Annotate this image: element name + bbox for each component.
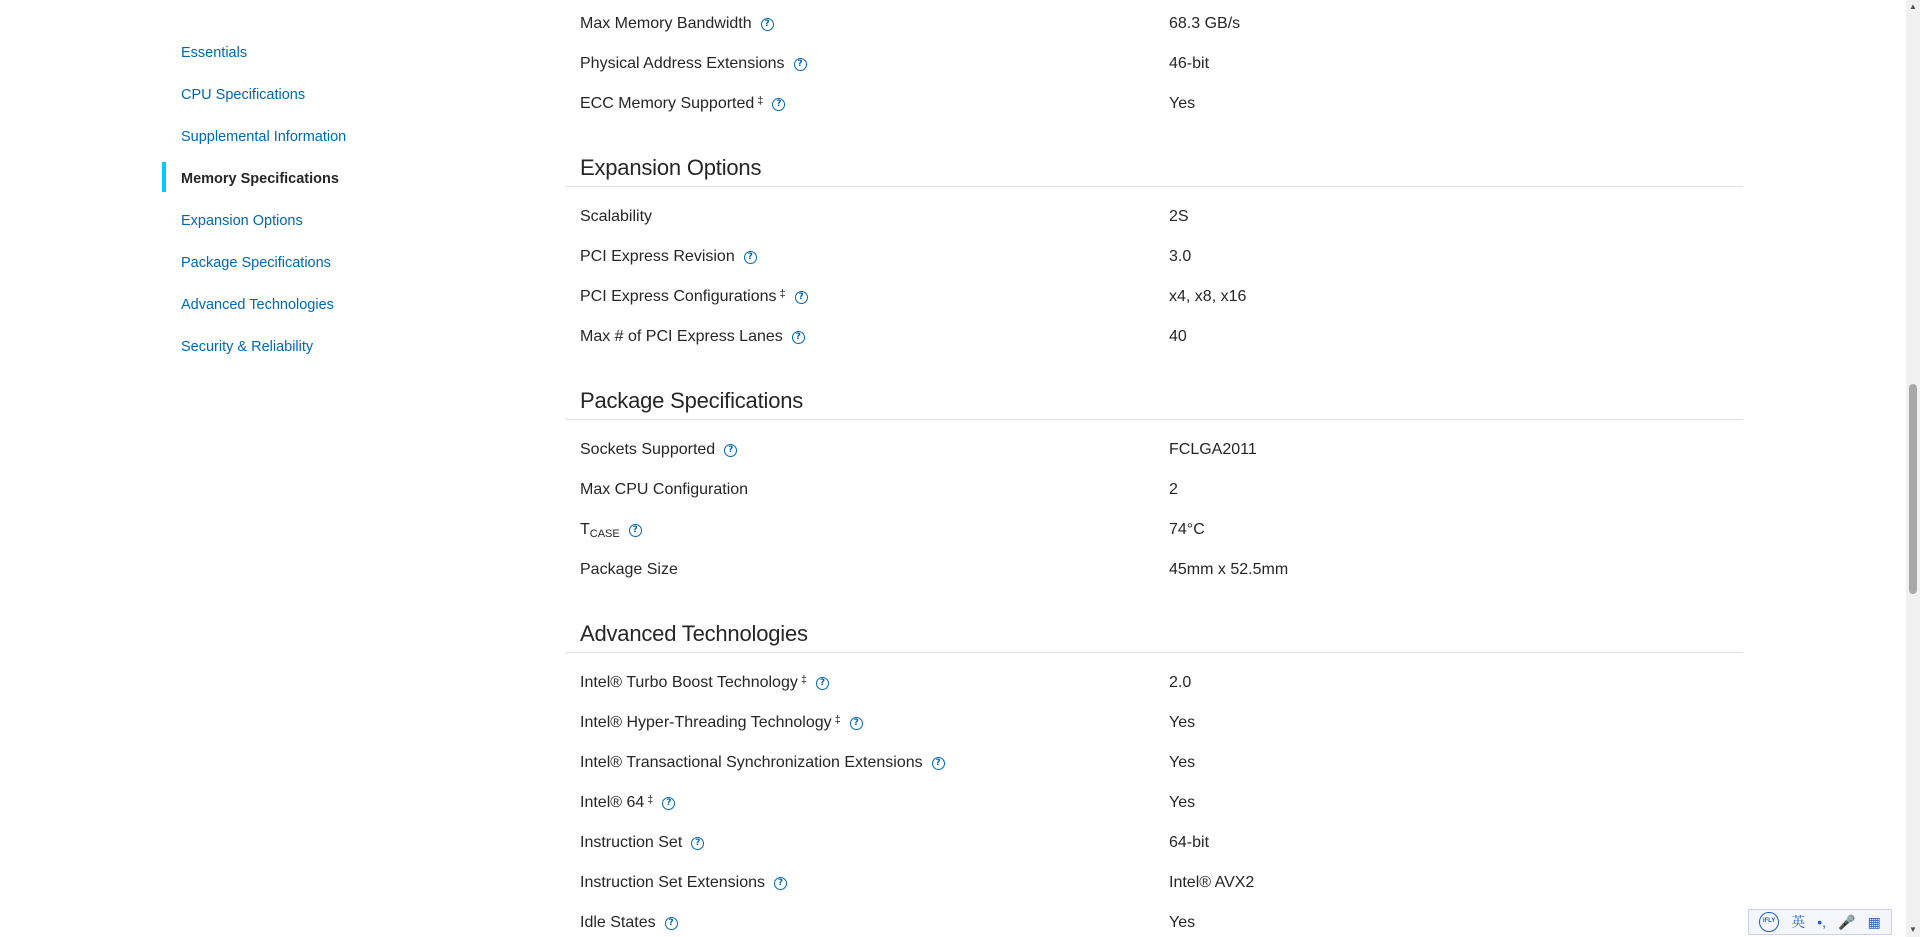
help-icon[interactable]: ? bbox=[795, 291, 808, 304]
ime-logo-icon[interactable]: iFLY bbox=[1759, 912, 1779, 932]
spec-row: PCI Express Configurations ‡ ? x4, x8, x16 bbox=[580, 285, 1740, 309]
ime-language-toggle[interactable]: 英 bbox=[1791, 914, 1806, 930]
spec-value: Yes bbox=[1169, 714, 1196, 731]
spec-value: x4, x8, x16 bbox=[1169, 288, 1247, 305]
section-title-advanced-technologies: Advanced Technologies bbox=[580, 621, 808, 646]
section-divider bbox=[565, 419, 1743, 420]
spec-value: 74°C bbox=[1169, 521, 1205, 538]
sidebar-item-security-reliability[interactable]: Security & Reliability bbox=[181, 339, 314, 355]
spec-value: 45mm x 52.5mm bbox=[1169, 561, 1289, 578]
help-icon[interactable]: ? bbox=[850, 717, 863, 730]
spec-row bbox=[580, 245, 1740, 269]
spec-value: Yes bbox=[1169, 794, 1196, 811]
spec-label: Intel® Hyper-Threading Technology bbox=[580, 714, 832, 731]
help-icon[interactable]: ? bbox=[792, 331, 805, 344]
help-icon[interactable]: ? bbox=[665, 917, 678, 930]
spec-label: Package Size bbox=[580, 561, 678, 578]
vertical-scrollbar[interactable] bbox=[1906, 0, 1920, 937]
spec-row bbox=[580, 478, 1740, 502]
sidebar-item-cpu-specifications[interactable]: CPU Specifications bbox=[181, 87, 306, 103]
help-icon[interactable]: ? bbox=[724, 444, 737, 457]
spec-label: Max # of PCI Express Lanes bbox=[580, 328, 783, 345]
spec-label: ECC Memory Supported bbox=[580, 95, 755, 112]
spec-value: Intel® AVX2 bbox=[1169, 874, 1255, 891]
spec-row: Intel® Turbo Boost Technology ‡ ? 2.0 bbox=[580, 671, 1740, 695]
spec-row bbox=[580, 12, 1740, 36]
spec-value: Yes bbox=[1169, 95, 1196, 112]
help-icon[interactable]: ? bbox=[816, 677, 829, 690]
ime-toolbar bbox=[1748, 909, 1892, 935]
spec-value: Yes bbox=[1169, 754, 1196, 771]
help-icon[interactable]: ? bbox=[629, 524, 642, 537]
spec-label: Instruction Set Extensions bbox=[580, 874, 765, 891]
spec-label: Intel® Turbo Boost Technology bbox=[580, 674, 798, 691]
section-title-package-specifications: Package Specifications bbox=[580, 388, 804, 413]
spec-value: 46-bit bbox=[1169, 55, 1210, 72]
sidebar-item-package-specifications[interactable]: Package Specifications bbox=[181, 255, 331, 271]
spec-row: Intel® Hyper-Threading Technology ‡ ? Yes bbox=[580, 711, 1740, 735]
spec-value: 2.0 bbox=[1169, 674, 1192, 691]
active-indicator bbox=[162, 162, 166, 192]
sidebar-item-supplemental-information[interactable]: Supplemental Information bbox=[181, 129, 347, 145]
sidebar-item-advanced-technologies[interactable]: Advanced Technologies bbox=[181, 297, 334, 313]
spec-value: Yes bbox=[1169, 914, 1196, 931]
scroll-up-arrow-icon[interactable]: ▲ bbox=[1909, 2, 1917, 11]
spec-row bbox=[580, 325, 1740, 349]
spec-row bbox=[580, 831, 1740, 855]
spec-row bbox=[580, 52, 1740, 76]
spec-label: T bbox=[580, 521, 590, 538]
spec-row: Intel® 64 ‡ ? Yes bbox=[580, 791, 1740, 815]
spec-label: Sockets Supported bbox=[580, 441, 716, 458]
spec-label: PCI Express Configurations bbox=[580, 288, 777, 305]
section-divider bbox=[565, 186, 1743, 187]
spec-row bbox=[580, 518, 1740, 542]
spec-value: 68.3 GB/s bbox=[1169, 15, 1241, 32]
spec-label: Intel® 64 bbox=[580, 794, 645, 811]
ime-punctuation-icon[interactable]: •, bbox=[1817, 914, 1827, 930]
spec-row bbox=[580, 911, 1740, 935]
spec-value: 3.0 bbox=[1169, 248, 1192, 265]
spec-label: PCI Express Revision bbox=[580, 248, 735, 265]
spec-value: 2 bbox=[1169, 481, 1178, 498]
spec-row bbox=[580, 438, 1740, 462]
spec-row: ECC Memory Supported ‡ ? Yes bbox=[580, 92, 1740, 116]
section-title-expansion-options: Expansion Options bbox=[580, 155, 762, 180]
help-icon[interactable]: ? bbox=[744, 251, 757, 264]
spec-label: Instruction Set bbox=[580, 834, 683, 851]
spec-row bbox=[580, 558, 1740, 582]
spec-value: 64-bit bbox=[1169, 834, 1210, 851]
spec-value: 2S bbox=[1169, 208, 1189, 225]
help-icon[interactable]: ? bbox=[774, 877, 787, 890]
help-icon[interactable]: ? bbox=[761, 18, 774, 31]
help-icon[interactable]: ? bbox=[772, 98, 785, 111]
spec-row bbox=[580, 751, 1740, 775]
scrollbar-thumb[interactable] bbox=[1909, 384, 1917, 594]
spec-value: 40 bbox=[1169, 328, 1187, 345]
spec-row bbox=[580, 871, 1740, 895]
help-icon[interactable]: ? bbox=[932, 757, 945, 770]
spec-label-subscript: CASE bbox=[589, 528, 620, 540]
spec-label: Max CPU Configuration bbox=[580, 481, 749, 498]
section-divider bbox=[565, 652, 1743, 653]
sidebar-item-memory-specifications[interactable]: Memory Specifications bbox=[181, 171, 339, 187]
spec-value: FCLGA2011 bbox=[1169, 441, 1257, 458]
ime-menu-icon[interactable]: ▦ bbox=[1867, 913, 1881, 930]
sidebar-item-essentials[interactable]: Essentials bbox=[181, 45, 248, 61]
spec-label: Intel® Transactional Synchronization Extensions bbox=[580, 754, 923, 771]
help-icon[interactable]: ? bbox=[662, 797, 675, 810]
spec-label: Max Memory Bandwidth bbox=[580, 15, 752, 32]
spec-label: Physical Address Extensions bbox=[580, 55, 785, 72]
scroll-down-arrow-icon[interactable]: ▼ bbox=[1909, 925, 1917, 934]
spec-row bbox=[580, 205, 1740, 229]
help-icon[interactable]: ? bbox=[794, 58, 807, 71]
help-icon[interactable]: ? bbox=[691, 837, 704, 850]
ime-microphone-icon[interactable]: 🎤 bbox=[1838, 913, 1856, 930]
spec-label: Idle States bbox=[580, 914, 656, 931]
spec-label: Scalability bbox=[580, 208, 653, 225]
sidebar-item-expansion-options[interactable]: Expansion Options bbox=[181, 213, 303, 229]
